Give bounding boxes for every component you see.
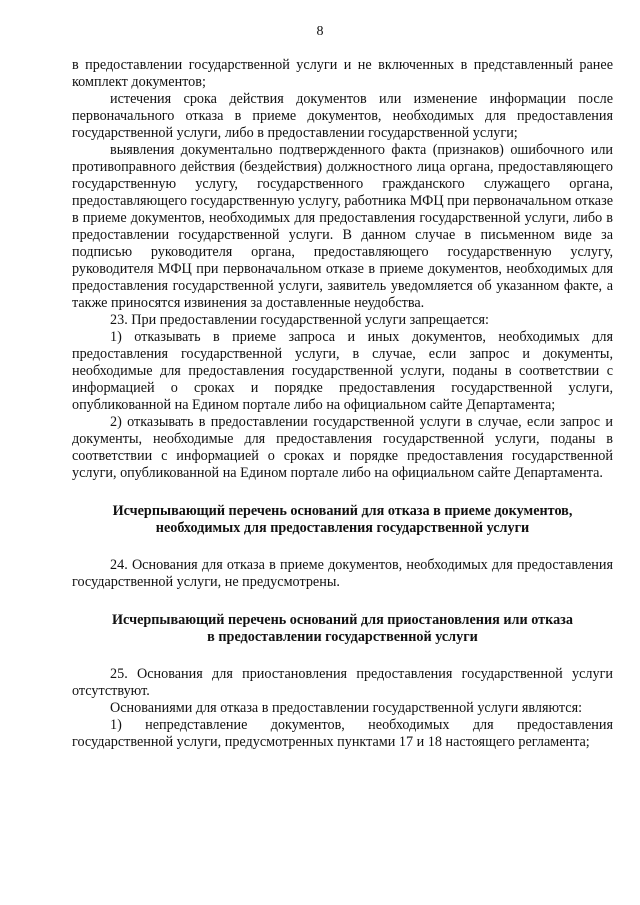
section-heading-line: Исчерпывающий перечень оснований для отказа в приеме документов, <box>112 503 573 519</box>
document-body <box>72 57 613 751</box>
paragraph-document-expiry: истечения срока действия документов или изменение информации после первоначального отказа в приеме документов, необходимых для предоставления государственной услуги, либо в предоставлении государственной услуги; <box>72 91 613 141</box>
paragraph-23-intro: 23. При предоставлении государственной услуги запрещается: <box>110 312 489 328</box>
paragraph-continuation: в предоставлении государственной услуги и не включенных в представленный ранее комплект документов; <box>72 57 613 90</box>
section-heading-line: Исчерпывающий перечень оснований для приостановления или отказа <box>112 612 573 628</box>
section-heading-refusal-documents <box>72 503 613 537</box>
paragraph-24: 24. Основания для отказа в приеме документов, необходимых для предоставления государственной услуги, не предусмотрены. <box>72 557 613 590</box>
paragraph-23-item-1: 1) отказывать в приеме запроса и иных документов, необходимых для предоставления государственной услуги, в случае, если запрос и документы, необходимые для предоставления государственной услуги, поданы в соответствии с информацией о сроках и порядке предоставления государственной услуги, опубликованной на Едином портале либо на официальном сайте Департамента; <box>72 329 613 413</box>
paragraph-25: 25. Основания для приостановления предоставления государственной услуги отсутствуют. <box>72 666 613 699</box>
paragraph-error-detection: выявления документально подтвержденного факта (признаков) ошибочного или противоправного действия (бездействия) должностного лица органа, предоставляющего государственную услугу, государственного гражданского служащего органа, предоставляющего государственную услугу, работника МФЦ при первоначальном отказе в приеме документов, необходимых для предоставления государственной услуги, либо в предоставлении государственной услуги. В данном случае в письменном виде за подписью руководителя органа, предоставляющего государственную услугу, руководителя МФЦ при первоначальном отказе в приеме документов, необходимых для предоставления государственной услуги, заявитель уведомляется об указанном факте, а также приносятся извинения за доставленные неудобства. <box>72 142 613 311</box>
section-heading-line: необходимых для предоставления государственной услуги <box>155 520 530 536</box>
paragraph-23-item-2: 2) отказывать в предоставлении государственной услуги в случае, если запрос и документы, необходимые для предоставления государственной услуги, поданы в соответствии с информацией о сроках и порядке предоставления государственной услуги, опубликованной на Едином портале либо на официальном сайте Департамента. <box>72 414 613 481</box>
section-heading-suspension-refusal <box>72 612 613 646</box>
paragraph-refusal-grounds-item-1: 1) непредставление документов, необходимых для предоставления государственной услуги, предусмотренных пунктами 17 и 18 настоящего регламента; <box>72 717 613 750</box>
section-heading-line: в предоставлении государственной услуги <box>207 629 478 645</box>
paragraph-refusal-grounds-intro: Основаниями для отказа в предоставлении государственной услуги являются: <box>110 700 583 716</box>
page-number: 8 <box>316 24 324 39</box>
